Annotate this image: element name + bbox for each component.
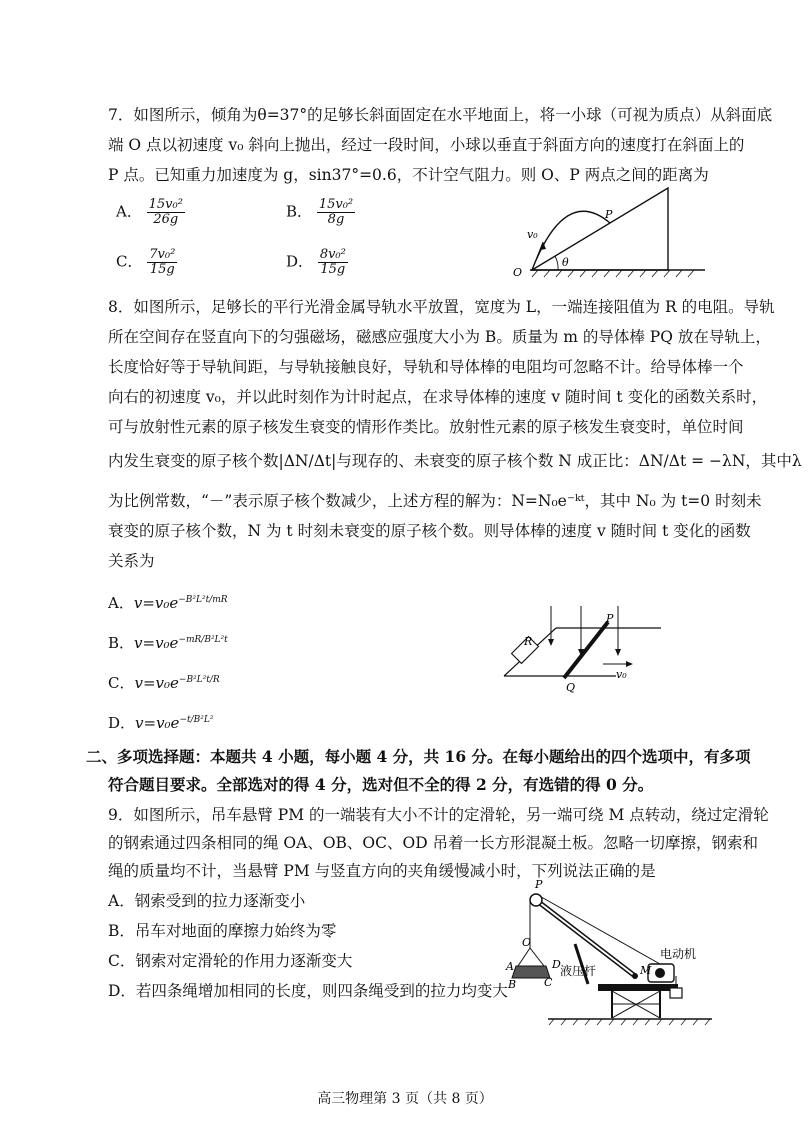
q7-option-b-fraction: $\frac{\text{15v₀²}}{8g}$ (318, 197, 354, 227)
q7-option-a: A． $\frac{\text{15v₀²}}{26g}$ (116, 197, 183, 227)
q8-line-3: 长度恰好等于导轨间距，与导轨接触良好，导轨和导体棒的电阻均可忽略不计。给导体棒一个 (108, 358, 744, 376)
q8-r-label: R (524, 635, 533, 648)
q7-line-3: P 点。已知重力加速度为 g，sin37°=0.6，不计空气阻力。则 O、P 两点之间的距离为 (108, 166, 709, 184)
q8-option-a: A．$v=v_0e^{-B^2L^2t/mR}$ (108, 594, 228, 612)
q8-p-label: P (606, 612, 614, 625)
q8-abs-fraction: |ΔN/Δt| (278, 452, 337, 470)
q9-option-b: B．吊车对地面的摩擦力始终为零 (108, 922, 337, 940)
q8-q-label: Q (566, 681, 576, 694)
q9-p-label: P (535, 878, 543, 891)
q8-v0-label: v₀ (616, 668, 627, 681)
q7-option-b: B． $\frac{\text{15v₀²}}{8g}$ (286, 197, 354, 227)
q7-option-a-fraction: $\frac{\text{15v₀²}}{26g}$ (148, 197, 183, 227)
q9-crane-figure (500, 876, 720, 1026)
q9-b-label: B (508, 978, 517, 991)
q8-line-6: 内发生衰变的原子核个数|ΔN/Δt|与现存的、未衰变的原子核个数 N 成正比：ΔN/Δt = −λN，其中λ (108, 452, 802, 470)
q9-hydraulic-label: 液压杆 (560, 964, 597, 978)
q9-a-label: A (506, 960, 514, 973)
q9-line-1: 9．如图所示，吊车悬臂 PM 的一端装有大小不计的定滑轮，另一端可绕 M 点转动，绕过定滑轮 (108, 806, 769, 824)
q7-incline-figure (510, 180, 710, 280)
q9-line-2: 的钢索通过四条相同的绳 OA、OB、OC、OD 吊着一长方形混凝土板。忽略一切摩擦，钢索和 (108, 834, 759, 852)
q8-option-d: D．$v=v_0e^{-t/B^2L^2}$ (108, 714, 214, 732)
q8-decay-equation: ΔN/Δt = −λN，其中λ (638, 452, 802, 470)
q7-option-d: D． $\frac{\text{8v₀²}}{15g}$ (286, 247, 346, 277)
page-footer: 高三物理第 3 页（共 8 页） (317, 1091, 493, 1107)
q8-option-b: B．$v=v_0e^{-mR/B^2L^2t}$ (108, 634, 228, 652)
q7-option-c: C． $\frac{\text{7v₀²}}{15g}$ (116, 247, 176, 277)
q7-option-d-fraction: $\frac{\text{8v₀²}}{15g}$ (319, 247, 346, 277)
q8-line-1: 8．如图所示，足够长的平行光滑金属导轨水平放置，宽度为 L，一端连接阻值为 R 的电阻。导轨 (108, 298, 775, 316)
q9-c-label: C (544, 976, 553, 989)
q7-option-c-fraction: $\frac{\text{7v₀²}}{15g}$ (149, 247, 176, 277)
q9-option-a: A．钢索受到的拉力逐渐变小 (108, 892, 306, 910)
q8-line-4: 向右的初速度 v₀，并以此时刻作为计时起点，在求导体棒的速度 v 随时间 t 变化的函数关系时， (108, 388, 768, 406)
q7-o-label: O (513, 266, 523, 279)
q9-option-c: C．钢索对定滑轮的作用力逐渐变大 (108, 952, 353, 970)
q7-line-2: 端 O 点以初速度 v₀ 斜向上抛出，经过一段时间，小球以垂直于斜面方向的速度打在斜面上的 (108, 136, 745, 154)
q7-v0-label: v₀ (527, 228, 538, 241)
q8-line-9: 关系为 (108, 552, 155, 570)
q9-d-label: D (552, 958, 561, 971)
q9-option-d: D．若四条绳增加相同的长度，则四条绳受到的拉力均变大 (108, 982, 508, 1000)
q9-line-3: 绳的质量均不计，当悬臂 PM 与竖直方向的夹角缓慢减小时，下列说法正确的是 (108, 862, 656, 880)
q9-m-label: M (640, 964, 652, 977)
q8-line-5: 可与放射性元素的原子核发生衰变的情形作类比。放射性元素的原子核发生衰变时，单位时间 (108, 418, 744, 436)
q7-theta-label: θ (562, 256, 569, 269)
q8-line-2: 所在空间存在竖直向下的匀强磁场，磁感应强度大小为 B。质量为 m 的导体棒 PQ 放在导轨上， (108, 328, 771, 346)
q7-line-1: 7．如图所示，倾角为θ=37°的足够长斜面固定在水平地面上，将一小球（可视为质点）从斜面底 (108, 106, 773, 124)
q9-o-label: O (522, 936, 532, 949)
q8-line-8: 衰变的原子核个数，N 为 t 时刻未衰变的原子核个数。则导体棒的速度 v 随时间 t 变化的函数 (108, 522, 751, 540)
q9-motor-label: 电动机 (660, 947, 697, 961)
q8-option-c: C．$v=v_0e^{-B^2L^2t/R}$ (108, 674, 220, 692)
q8-rail-figure (496, 598, 666, 698)
section2-line-2: 符合题目要求。全部选对的得 4 分，选对但不全的得 2 分，有选错的得 0 分。 (108, 775, 654, 794)
section2-line-1: 二、多项选择题：本题共 4 小题，每小题 4 分，共 16 分。在每小题给出的四个选项中，有多项 (86, 747, 751, 766)
q8-line-7: 为比例常数，“－”表示原子核个数减少，上述方程的解为：N=N₀e⁻ᵏᵗ，其中 N₀ 为 t=0 时刻未 (108, 492, 762, 510)
q7-p-label: P (605, 208, 613, 221)
